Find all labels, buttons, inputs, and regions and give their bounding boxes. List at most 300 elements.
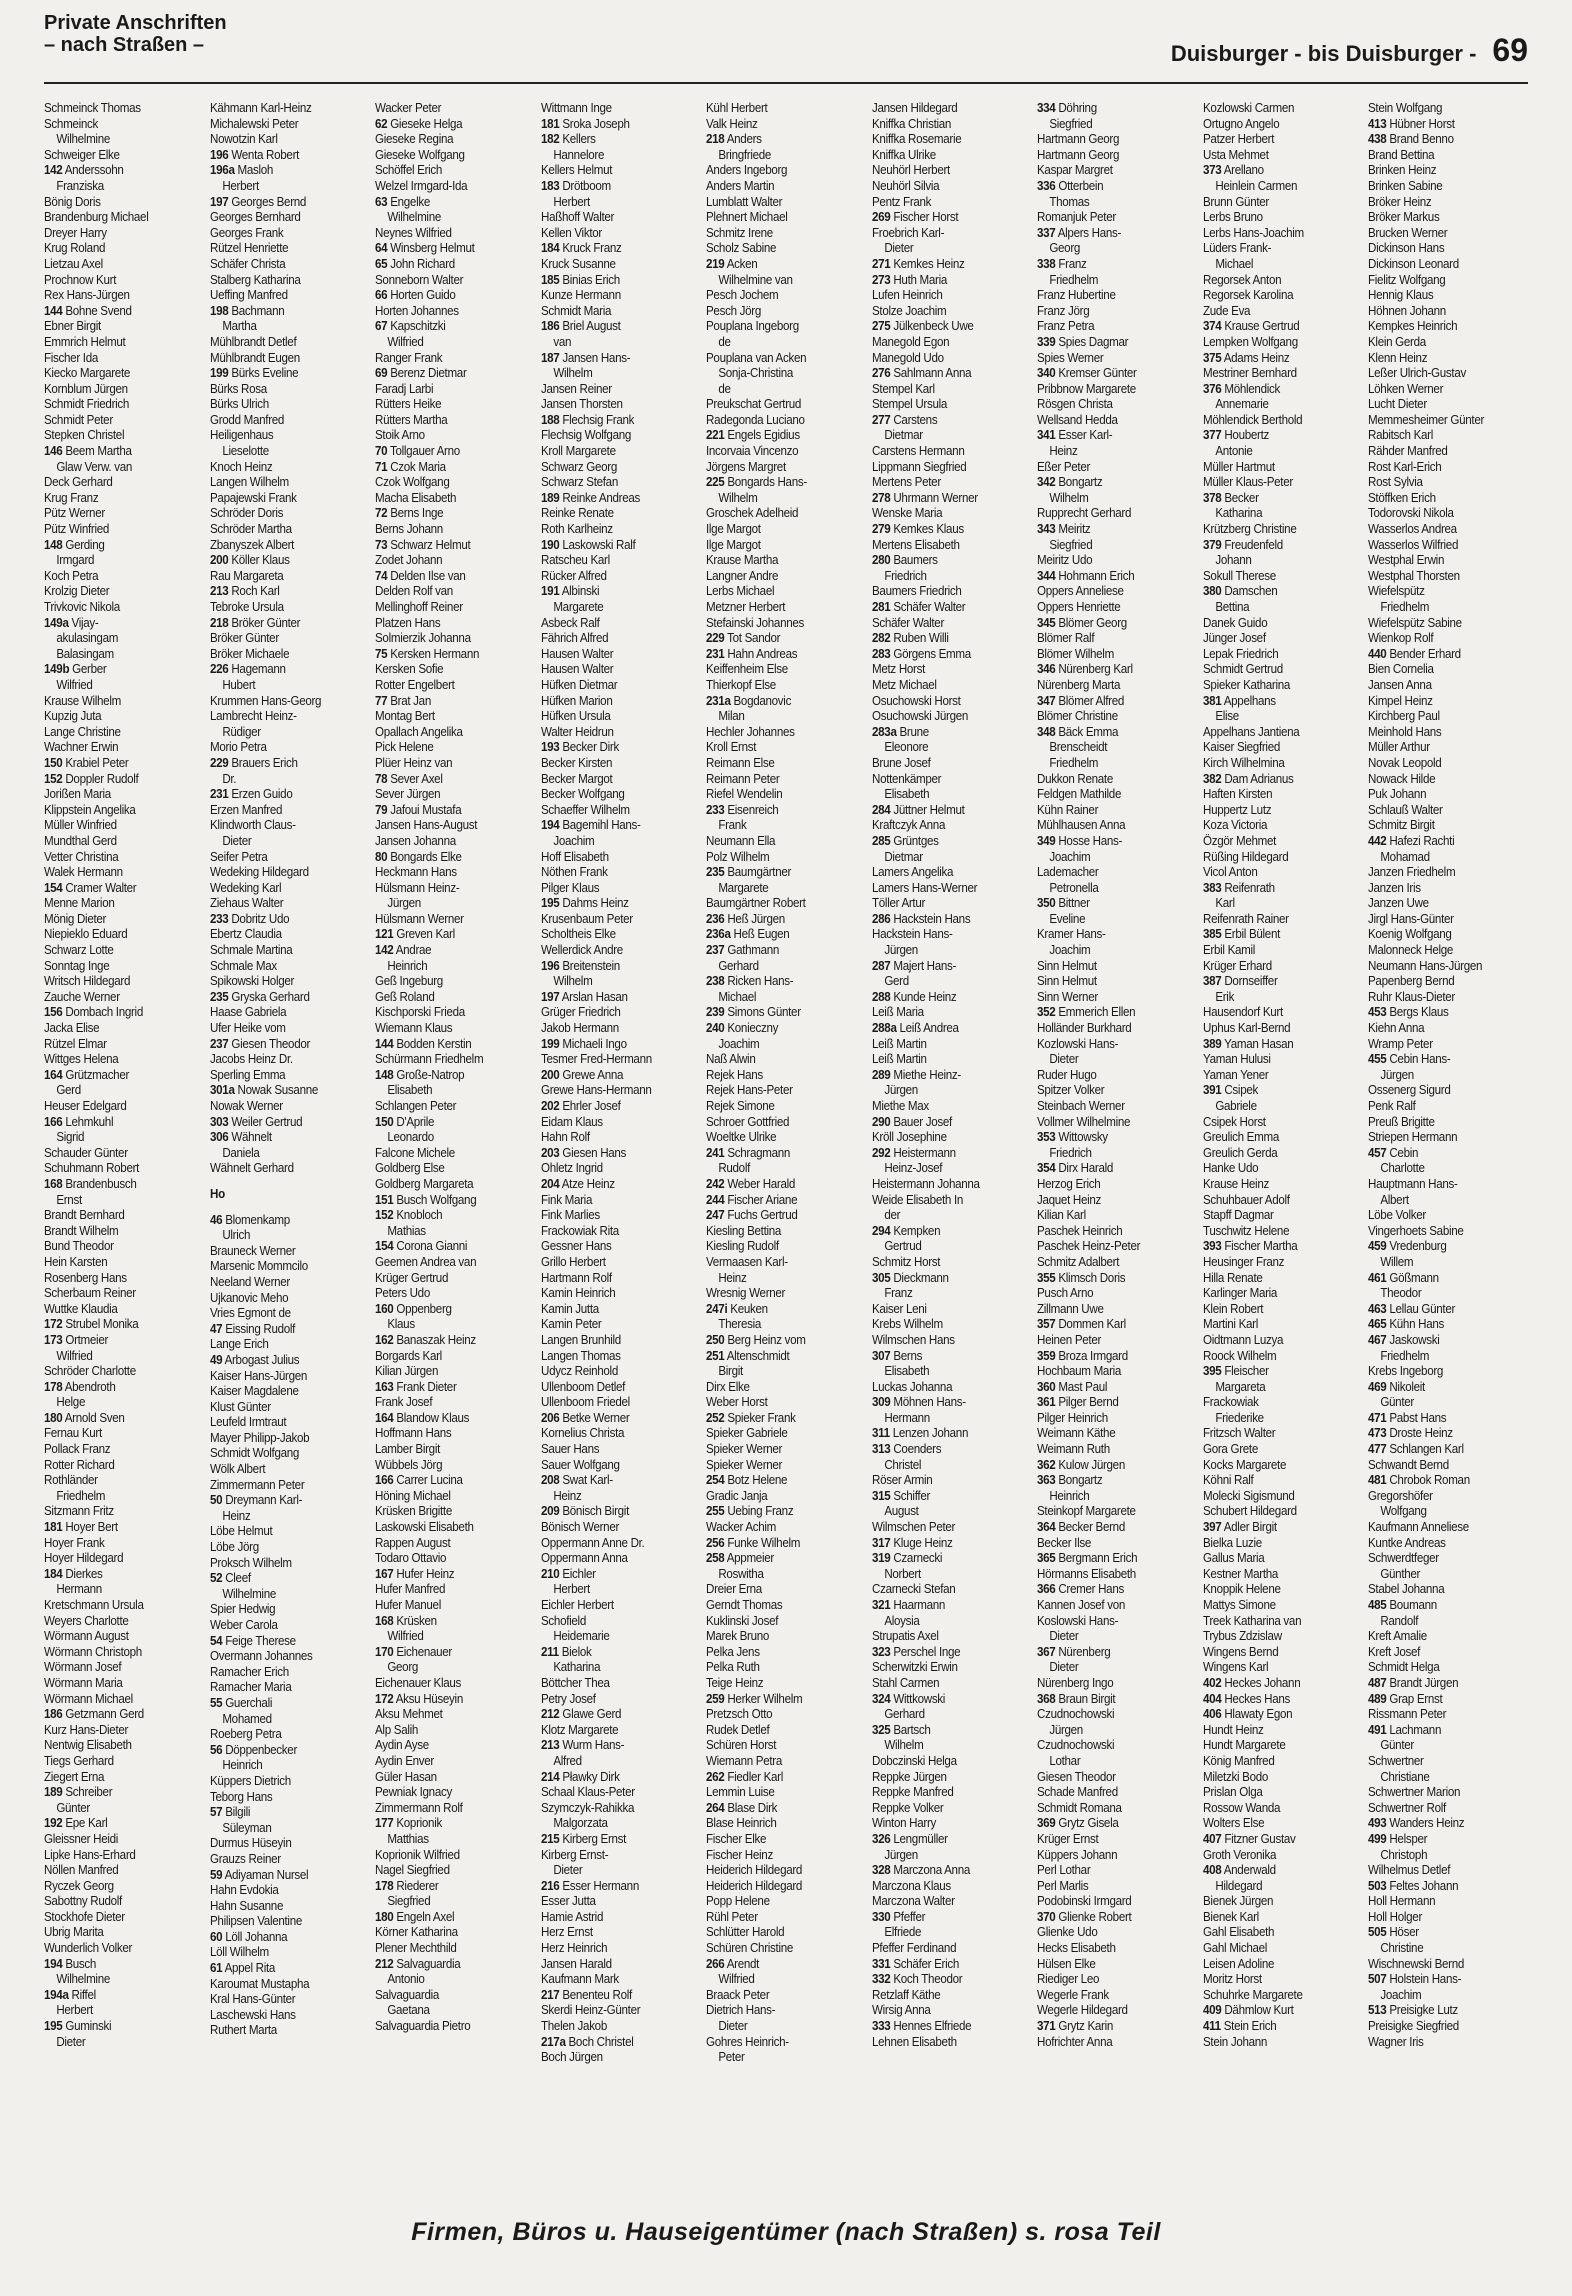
directory-entry: Holl Holger	[1368, 1908, 1423, 1924]
directory-entry: Herzog Erich	[1037, 1175, 1101, 1191]
directory-entry: Sinn Helmut	[1037, 973, 1098, 989]
directory-entry: 319 Czarnecki	[871, 1550, 942, 1566]
house-number: 186	[540, 318, 560, 334]
directory-entry: 364 Becker Bernd	[1037, 1519, 1126, 1535]
directory-entry: Preukschat Gertrud	[706, 396, 802, 412]
directory-entry: Lufen Heinrich	[871, 287, 943, 303]
directory-entry: 54 Feige Therese	[209, 1632, 296, 1648]
directory-entry: Regorsek Anton	[1202, 271, 1282, 287]
directory-entry: Polz Wilhelm	[706, 848, 770, 864]
directory-entry: 199 Michaeli Ingo	[540, 1035, 627, 1051]
directory-entry: Giesen Theodor	[1037, 1768, 1117, 1784]
directory-entry: Krause Heinz	[1202, 1175, 1269, 1191]
directory-entry: 256 Funke Wilhelm	[706, 1534, 801, 1550]
house-number: 307	[871, 1347, 891, 1363]
directory-entry: 339 Spies Dagmar	[1037, 333, 1129, 349]
directory-entry: 440 Bender Erhard	[1368, 645, 1462, 661]
directory-entry: 360 Mast Paul	[1037, 1378, 1108, 1394]
directory-entry-continuation: Hildegard	[1215, 1877, 1263, 1893]
house-number: 190	[540, 536, 560, 552]
directory-entry: Pouplana Ingeborg	[706, 318, 800, 334]
directory-entry: Ujkanovic Meho	[209, 1289, 288, 1305]
directory-entry: 211 Bielok	[540, 1643, 592, 1659]
directory-entry: 218 Bröker Günter	[209, 614, 300, 630]
directory-entry: Haften Kirsten	[1202, 786, 1273, 802]
directory-entry: Wresnig Werner	[706, 1285, 786, 1301]
directory-entry: Zude Eva	[1202, 302, 1251, 318]
house-number: 210	[540, 1565, 560, 1581]
directory-entry: Aydin Ayse	[375, 1737, 430, 1753]
directory-entry: 154 Cramer Walter	[44, 879, 137, 895]
house-number: 368	[1037, 1690, 1056, 1706]
directory-entry: Frackowiak	[1202, 1394, 1259, 1410]
directory-entry: Stalberg Katharina	[209, 271, 301, 287]
directory-entry: Brucken Werner	[1368, 224, 1448, 240]
directory-entry: Czarnecki Stefan	[871, 1581, 956, 1597]
directory-entry: Penk Ralf	[1368, 1098, 1416, 1113]
directory-entry: Papenberg Bernd	[1368, 973, 1455, 989]
directory-entry: Pfeffer Ferdinand	[871, 1940, 956, 1956]
directory-entry-continuation: Alfred	[552, 1752, 582, 1768]
directory-entry: Neumann Hans-Jürgen	[1368, 957, 1483, 973]
directory-entry: Bönig Doris	[44, 193, 101, 209]
house-number: 383	[1202, 879, 1222, 895]
directory-entry: Thelen Jakob	[540, 2018, 607, 2034]
house-number: 407	[1202, 1830, 1222, 1846]
house-number: 195	[44, 2018, 63, 2034]
house-number: 73	[375, 536, 388, 552]
directory-entry: Heiderich Hildegard	[706, 1877, 803, 1893]
house-number: 283a	[871, 723, 897, 739]
house-number: 62	[375, 115, 388, 131]
directory-entry: Fischer Elke	[706, 1830, 767, 1846]
house-number: 71	[375, 458, 388, 474]
directory-entry: Valk Heinz	[706, 115, 758, 131]
directory-entry: Krützberg Christine	[1202, 521, 1297, 537]
house-number: 151	[375, 1191, 394, 1207]
directory-entry: Bröker Markus	[1368, 209, 1440, 225]
house-number: 477	[1368, 1441, 1387, 1457]
directory-entry: Hechler Johannes	[706, 723, 795, 739]
directory-entry: 408 Anderwald	[1202, 1862, 1276, 1878]
directory-entry: 321 Haarmann	[871, 1597, 945, 1612]
directory-entry: Eichenauer Klaus	[375, 1674, 462, 1690]
directory-entry: Kamin Jutta	[540, 1300, 599, 1316]
directory-entry: 280 Baumers	[871, 552, 938, 568]
directory-entry: 240 Konieczny	[706, 1020, 779, 1036]
directory-entry: Rähder Manfred	[1368, 443, 1448, 459]
directory-entry: Horten Johannes	[375, 302, 459, 318]
directory-entry: Heusinger Franz	[1202, 1253, 1285, 1269]
directory-entry: Erbil Kamil	[1202, 942, 1255, 958]
house-number: 191	[540, 583, 560, 599]
directory-entry-continuation: Eveline	[1049, 910, 1086, 926]
directory-entry: Nowotzin Karl	[209, 131, 278, 147]
directory-entry: Schröder Charlotte	[44, 1363, 136, 1379]
house-number: 387	[1202, 973, 1222, 989]
directory-entry: Mönig Dieter	[44, 910, 107, 926]
directory-entry: Meinhold Hans	[1368, 723, 1442, 739]
directory-entry: Rejek Simone	[706, 1098, 775, 1113]
house-number: 289	[871, 1066, 891, 1082]
directory-entry: Schröder Doris	[209, 505, 283, 521]
directory-entry: Memmesheimer Günter	[1368, 411, 1485, 427]
directory-entry-continuation: Heinz	[1049, 443, 1078, 459]
directory-entry: Tebroke Ursula	[209, 599, 284, 614]
directory-entry: 379 Freudenfeld	[1202, 536, 1283, 552]
directory-entry: 324 Wittkowski	[871, 1690, 945, 1706]
directory-entry-continuation: Georg	[387, 1659, 419, 1675]
directory-entry: Kaspar Margret	[1037, 162, 1113, 178]
directory-entry: Jünger Josef	[1202, 630, 1266, 646]
directory-entry: 167 Hufer Heinz	[375, 1565, 455, 1581]
directory-entry: Scherwitzki Erwin	[871, 1659, 958, 1675]
house-number: 60	[209, 1928, 222, 1944]
house-number: 348	[1037, 723, 1056, 739]
directory-entry: 186 Getzmann Gerd	[44, 1706, 144, 1722]
directory-entry: 271 Kemkes Heinz	[871, 255, 965, 271]
directory-entry: 216 Esser Hermann	[540, 1877, 639, 1893]
directory-entry: Weimann Ruth	[1037, 1441, 1111, 1457]
directory-entry: Udycz Reinhold	[540, 1363, 618, 1379]
directory-entry: Kroll Margarete	[540, 443, 616, 459]
house-number: 235	[209, 988, 228, 1004]
house-number: 340	[1037, 365, 1056, 381]
directory-entry-continuation: Wilhelm	[1049, 489, 1089, 505]
directory-entry: Hoffmann Hans	[375, 1425, 452, 1441]
house-number: 66	[375, 287, 388, 303]
directory-entry: Steinbach Werner	[1037, 1098, 1126, 1113]
directory-entry: Pelka Jens	[706, 1643, 760, 1659]
house-number: 507	[1368, 1971, 1387, 1987]
directory-entry-continuation: Herbert	[552, 1581, 590, 1597]
house-number: 168	[375, 1612, 394, 1628]
house-number: 481	[1368, 1472, 1387, 1488]
directory-entry: Plüer Heinz van	[375, 754, 453, 770]
directory-entry: Falcone Michele	[375, 1144, 455, 1160]
directory-entry: Knoppik Helene	[1202, 1581, 1281, 1597]
house-number: 237	[209, 1035, 228, 1051]
directory-entry: Wirsig Anna	[871, 2002, 931, 2018]
directory-entry-continuation: Elisabeth	[884, 786, 930, 802]
directory-entry: 371 Grytz Karin	[1037, 2018, 1114, 2034]
house-number: 194	[540, 817, 560, 833]
directory-entry: 196 Breitenstein	[540, 957, 620, 973]
directory-entry: 74 Delden Ilse van	[375, 567, 466, 583]
directory-entry: 305 Dieckmann	[871, 1269, 949, 1285]
directory-entry: Rütters Heike	[375, 396, 442, 412]
directory-entry: 382 Dam Adrianus	[1202, 770, 1294, 786]
directory-entry: Möhlendick Berthold	[1202, 411, 1303, 427]
directory-entry: 218 Anders	[706, 131, 762, 147]
house-number: 317	[871, 1534, 891, 1550]
directory-entry-continuation: Martha	[221, 318, 257, 334]
house-number: 196a	[209, 162, 235, 178]
directory-entry-continuation: Malgorzata	[552, 1815, 608, 1831]
directory-entry: Mellinghoff Reiner	[375, 599, 463, 614]
house-number: 406	[1202, 1706, 1222, 1722]
directory-entry: Pütz Winfried	[44, 521, 110, 537]
page-number: 69	[1492, 32, 1528, 68]
directory-entry: Marek Bruno	[706, 1628, 770, 1644]
directory-entry: Naß Alwin	[706, 1051, 756, 1067]
directory-entry: 289 Miethe Heinz-	[871, 1066, 961, 1082]
house-number: 493	[1368, 1815, 1387, 1831]
house-number: 170	[375, 1643, 394, 1659]
directory-entry: Hecks Elisabeth	[1037, 1940, 1116, 1956]
directory-entry: Kirch Wilhelmina	[1202, 754, 1285, 770]
directory-entry: Ramacher Maria	[209, 1679, 292, 1695]
directory-entry: Kurz Hans-Dieter	[44, 1721, 129, 1737]
directory-entry: Jansen Anna	[1368, 676, 1433, 692]
directory-entry: Hauptmann Hans-	[1368, 1175, 1459, 1191]
house-number: 409	[1202, 2002, 1222, 2018]
house-number: 182	[540, 131, 560, 147]
directory-entry-continuation: Dieter	[56, 2033, 86, 2049]
directory-entry-continuation: Friedhelm	[1049, 754, 1099, 770]
directory-entry-continuation: Jürgen	[884, 1846, 918, 1862]
directory-entry: Heinen Peter	[1037, 1331, 1102, 1347]
directory-entry: 363 Bongartz	[1037, 1472, 1103, 1488]
directory-entry: Seifer Petra	[209, 848, 268, 864]
directory-entry: Esser Jutta	[540, 1893, 596, 1909]
directory-entry: Janzen Iris	[1368, 879, 1422, 895]
directory-entry-continuation: Sigrid	[56, 1129, 85, 1145]
house-number: 142	[44, 162, 63, 178]
house-number: 149a	[44, 614, 69, 630]
directory-entry: Ullenboom Detlef	[540, 1378, 625, 1394]
directory-entry: Csipek Horst	[1202, 1113, 1266, 1129]
directory-entry-continuation: Petronella	[1049, 879, 1099, 895]
house-number: 213	[209, 583, 228, 599]
house-number: 74	[375, 567, 388, 583]
directory-entry: 465 Kühn Hans	[1368, 1316, 1445, 1332]
directory-entry: Rüßing Hildegard	[1202, 848, 1289, 864]
directory-entry: Fährich Alfred	[540, 630, 608, 646]
directory-entry: 237 Giesen Theodor	[209, 1035, 310, 1051]
directory-entry: Marsenic Mommcilo	[209, 1258, 308, 1274]
directory-entry: 357 Dommen Karl	[1037, 1316, 1127, 1332]
house-number: 303	[209, 1113, 228, 1129]
directory-entry: Wacker Achim	[706, 1519, 777, 1535]
house-number: 154	[44, 879, 63, 895]
directory-entry: 306 Wähnelt	[209, 1129, 272, 1145]
house-number: 309	[871, 1394, 891, 1410]
directory-entry: Yaman Yener	[1202, 1066, 1269, 1082]
directory-entry: Kestner Martha	[1202, 1565, 1278, 1581]
directory-entry: Krause Wilhelm	[44, 692, 121, 708]
directory-entry: 70 Tollgauer Arno	[375, 443, 460, 459]
directory-entry: Lambrecht Heinz-	[209, 708, 297, 724]
directory-entry: 168 Brandenbusch	[44, 1175, 137, 1191]
directory-entry: Kiesling Rudolf	[706, 1238, 780, 1254]
directory-entry: 77 Brat Jan	[375, 692, 432, 708]
directory-entry: 170 Eichenauer	[375, 1643, 453, 1659]
directory-entry: Fritzsch Walter	[1202, 1425, 1276, 1441]
directory-entry: 66 Horten Guido	[375, 287, 456, 303]
directory-entry: Ziegert Erna	[44, 1768, 105, 1784]
directory-entry: Kiesling Bettina	[706, 1222, 782, 1238]
directory-entry: 217a Boch Christel	[540, 2033, 634, 2049]
directory-entry: Wedeking Karl	[209, 879, 281, 895]
house-number: 408	[1202, 1862, 1222, 1878]
house-number: 301a	[209, 1082, 235, 1098]
directory-entry: 79 Jafoui Mustafa	[375, 801, 462, 817]
directory-entry: 235 Baumgärtner	[706, 864, 792, 880]
directory-entry: Trybus Zdzislaw	[1202, 1628, 1282, 1644]
directory-entry: Fischer Ida	[44, 349, 99, 365]
directory-entry: Meiritz Udo	[1037, 552, 1093, 568]
directory-entry: Patzer Herbert	[1202, 131, 1275, 147]
directory-entry: Popp Helene	[706, 1893, 770, 1909]
directory-entry: 56 Döppenbecker	[209, 1741, 297, 1757]
directory-entry: Schäfer Christa	[209, 255, 285, 271]
directory-entry-continuation: Wilfried	[387, 333, 424, 349]
directory-entry: 374 Krause Gertrud	[1202, 318, 1300, 334]
directory-entry: Westphal Erwin	[1368, 552, 1445, 568]
directory-entry: Pentz Frank	[871, 193, 931, 209]
directory-entry: Brauneck Werner	[209, 1242, 296, 1258]
directory-entry: 283a Brune	[871, 723, 929, 739]
directory-entry: 210 Eichler	[540, 1565, 596, 1581]
directory-entry: 287 Majert Hans-	[871, 957, 956, 973]
directory-entry-continuation: Gabriele	[1215, 1098, 1257, 1113]
house-number: 323	[871, 1643, 891, 1659]
directory-entry: Bröker Heinz	[1368, 193, 1432, 209]
directory-entry: Kuklinski Josef	[706, 1612, 779, 1628]
directory-entry: Kersken Sofie	[375, 661, 444, 677]
directory-entry: Spieker Werner	[706, 1441, 783, 1457]
directory-entry: Huppertz Lutz	[1202, 801, 1272, 817]
directory-entry: 148 Gerding	[44, 536, 105, 552]
directory-entry: Gessner Hans	[540, 1238, 612, 1254]
house-number: 281	[871, 599, 891, 614]
directory-entry: Franz Jörg	[1037, 302, 1090, 318]
directory-entry-continuation: Irmgard	[56, 552, 95, 568]
directory-entry: Emmrich Helmut	[44, 333, 126, 349]
house-number: 259	[706, 1690, 725, 1706]
house-number: 338	[1037, 255, 1056, 271]
directory-entry: Krolzig Dieter	[44, 583, 110, 599]
directory-entry: Langner Andre	[706, 567, 779, 583]
directory-entry: Schröder Martha	[209, 521, 292, 537]
directory-entry: Koslowski Hans-	[1037, 1612, 1119, 1628]
directory-entry: Sonneborn Walter	[375, 271, 464, 287]
directory-entry: Wilmschen Peter	[871, 1519, 955, 1535]
directory-entry: 406 Hlawaty Egon	[1202, 1706, 1293, 1722]
directory-entry: Koch Petra	[44, 567, 99, 583]
house-number: 251	[706, 1347, 725, 1363]
directory-entry: Keiffenheim Else	[706, 661, 789, 677]
directory-entry: Appelhans Jantiena	[1202, 723, 1300, 739]
directory-entry: Podobinski Irmgard	[1037, 1893, 1132, 1909]
directory-entry: Geß Roland	[375, 988, 435, 1004]
directory-entry: Wingens Karl	[1202, 1659, 1269, 1675]
house-number: 374	[1202, 318, 1222, 334]
directory-entry: Krummen Hans-Georg	[209, 692, 321, 708]
directory-entry: Kniffka Rosemarie	[871, 131, 962, 147]
directory-entry: 317 Kluge Heinz	[871, 1534, 953, 1550]
house-number: 315	[871, 1487, 891, 1503]
house-number: 473	[1368, 1425, 1387, 1441]
house-number: 247i	[706, 1300, 728, 1316]
directory-entry: 172 Strubel Monika	[44, 1316, 139, 1332]
directory-entry: Kischporski Frieda	[375, 1004, 466, 1020]
directory-entry: 185 Binias Erich	[540, 271, 620, 287]
directory-entry-continuation: Wilhelm	[552, 973, 593, 989]
directory-entry-continuation: Heinz	[221, 1507, 250, 1523]
directory-entry: 202 Ehrler Josef	[540, 1098, 621, 1113]
directory-entry: 71 Czok Maria	[375, 458, 446, 474]
house-number: 188	[540, 411, 560, 427]
directory-entry-continuation: Jürgen	[1380, 1066, 1415, 1082]
directory-entry: Roeberg Petra	[209, 1726, 282, 1742]
directory-entry: 181 Sroka Joseph	[540, 115, 630, 131]
directory-entry-continuation: Norbert	[884, 1565, 921, 1581]
directory-entry-continuation: Erik	[1215, 988, 1234, 1004]
directory-entry: 142 Anderssohn	[44, 162, 124, 178]
directory-entry: 402 Heckes Johann	[1202, 1674, 1301, 1690]
directory-entry: 60 Löll Johanna	[209, 1928, 287, 1944]
directory-entry: Schöffel Erich	[375, 162, 443, 178]
directory-entry-continuation: Bringfriede	[718, 146, 772, 162]
directory-entry-continuation: Christine	[1380, 1940, 1424, 1956]
directory-entry-continuation: Gerd	[56, 1082, 81, 1098]
house-number: 284	[871, 801, 891, 817]
directory-entry: Schaal Klaus-Peter	[540, 1784, 635, 1800]
house-number: 80	[375, 848, 388, 864]
directory-columns	[44, 100, 1528, 2198]
directory-entry: 453 Bergs Klaus	[1368, 1004, 1449, 1020]
directory-entry: Jansen Reiner	[540, 380, 612, 396]
directory-entry: Marczona Klaus	[871, 1877, 951, 1893]
directory-entry-continuation: Balasingam	[56, 645, 114, 661]
directory-entry-continuation: Eleonore	[884, 739, 929, 755]
directory-entry-continuation: Frank	[718, 817, 747, 833]
directory-entry-continuation: Helge	[56, 1394, 86, 1410]
house-number: 160	[375, 1300, 394, 1316]
directory-entry: 213 Roch Karl	[209, 583, 280, 599]
directory-entry: Geß Ingeburg	[375, 973, 444, 989]
house-number: 453	[1368, 1004, 1387, 1020]
directory-entry: Wasserlos Wilfried	[1368, 536, 1459, 552]
directory-entry: Hein Karsten	[44, 1253, 108, 1269]
directory-entry: Langen Brunhild	[540, 1331, 621, 1347]
house-number: 189	[540, 489, 560, 505]
directory-entry: Kraftczyk Anna	[871, 817, 945, 833]
directory-entry: Dirx Elke	[706, 1378, 750, 1394]
directory-entry: Leiß Maria	[871, 1004, 924, 1020]
directory-entry: Koenig Wolfgang	[1368, 926, 1452, 942]
house-number: 382	[1202, 770, 1222, 786]
directory-entry: Kellers Helmut	[540, 162, 612, 178]
directory-entry: Ebner Birgit	[44, 318, 101, 334]
directory-entry: 340 Kremser Günter	[1037, 365, 1137, 381]
directory-entry: Töller Artur	[871, 895, 925, 911]
directory-entry: Pütz Werner	[44, 505, 105, 521]
directory-entry: 215 Kirberg Ernst	[540, 1830, 626, 1846]
directory-entry: 213 Wurm Hans-	[540, 1737, 624, 1753]
directory-entry-continuation: Willem	[1380, 1253, 1414, 1269]
directory-entry: Wörmann August	[44, 1628, 129, 1644]
directory-entry: Dreier Erna	[706, 1581, 763, 1597]
directory-entry: Gallus Maria	[1202, 1550, 1265, 1566]
directory-entry-continuation: Gerhard	[884, 1706, 925, 1722]
directory-entry: Manegold Udo	[871, 349, 944, 365]
house-number: 196	[209, 146, 228, 162]
directory-entry: Gleissner Heidi	[44, 1830, 119, 1846]
directory-entry: Kühl Herbert	[706, 100, 768, 115]
